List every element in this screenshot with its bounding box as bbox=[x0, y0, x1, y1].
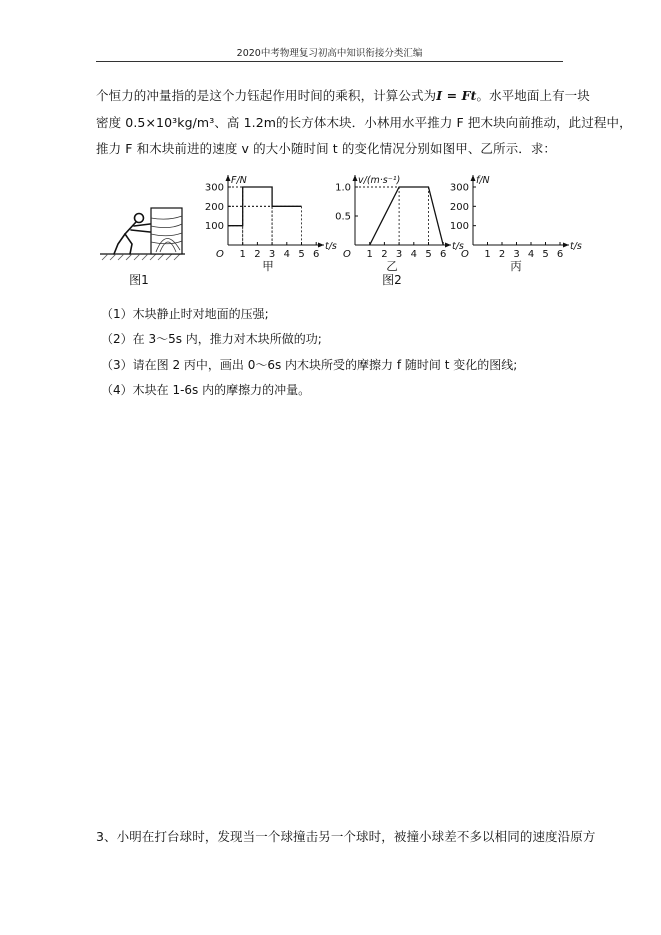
chart-3-xlabel: t/s bbox=[570, 241, 582, 252]
chart-3-x-arrow bbox=[563, 243, 569, 248]
intro-line-1-text-a: 个恒力的冲量指的是这个力钰起作用时间的乘积，计算公式为 bbox=[96, 88, 437, 103]
chart-3-ylabel: f/N bbox=[476, 175, 490, 186]
intro-line-1-text-b: 。水平地面上有一块 bbox=[476, 88, 590, 103]
chart-2-label: 乙 bbox=[386, 259, 398, 273]
chart-3-label: 丙 bbox=[510, 259, 522, 273]
chart-1-ylabel: F/N bbox=[231, 175, 247, 186]
chart-2-xtick-label: 3 bbox=[395, 249, 403, 260]
chart-1-x-arrow bbox=[318, 243, 324, 248]
chart-2-xlabel: t/s bbox=[452, 241, 464, 252]
question-3: （3）请在图 2 丙中，画出 0～6s 内木块所受的摩擦力 f 随时间 t 变化的图线; bbox=[101, 358, 518, 372]
chart-1-xtick-label: 6 bbox=[313, 249, 320, 260]
chart-3-xtick-label: 5 bbox=[542, 249, 549, 260]
chart-1-xtick-label: 4 bbox=[283, 249, 290, 260]
chart-1-xlabel: t/s bbox=[325, 241, 337, 252]
chart-2-xtick-label: 1 bbox=[366, 249, 373, 260]
chart-2-x-arrow bbox=[445, 243, 451, 248]
question-1: （1）木块静止时对地面的压强; bbox=[101, 307, 269, 321]
chart-2-xtick-label: 4 bbox=[410, 249, 417, 260]
chart-3-xtick-label: 6 bbox=[556, 249, 564, 260]
chart-2-y-arrow bbox=[353, 175, 358, 181]
chart-3-xtick-label: 1 bbox=[484, 249, 491, 260]
chart-1-xtick-label: 3 bbox=[268, 249, 276, 260]
chart-1-ytick-label: 100 bbox=[204, 221, 224, 233]
chart-3-xtick-label: 3 bbox=[513, 249, 520, 260]
chart-2-xtick-label: 2 bbox=[381, 249, 388, 260]
chart-3-origin: O bbox=[461, 249, 469, 260]
next-question: 3、小明在打台球时，发现当一个球撞击另一个球时，被撞小球差不多以相同的速度沿原方 bbox=[96, 829, 596, 844]
chart-2-ytick-label: 0.5 bbox=[335, 211, 351, 223]
chart-1-y-arrow bbox=[226, 175, 231, 181]
impulse-formula: I = Ft bbox=[436, 88, 477, 103]
chart-1-xtick-label: 1 bbox=[239, 249, 246, 260]
chart-2-ylabel: v/(m·s⁻¹) bbox=[358, 175, 401, 186]
chart-3-ytick-label: 100 bbox=[449, 221, 469, 233]
question-4: （4）木块在 1-6s 内的摩擦力的冲量。 bbox=[101, 383, 311, 397]
fig2-caption: 图2 bbox=[382, 273, 402, 287]
figure-area bbox=[0, 166, 661, 306]
chart-1-xtick-label: 5 bbox=[298, 249, 305, 260]
chart-1-ytick-label: 300 bbox=[204, 182, 224, 194]
chart-3-ytick-label: 300 bbox=[449, 182, 469, 194]
pushing-illustration bbox=[100, 208, 185, 260]
fig1-caption: 图1 bbox=[129, 273, 149, 287]
chart-1-label: 甲 bbox=[262, 259, 274, 273]
chart-2-ytick-label: 1.0 bbox=[335, 182, 351, 194]
chart-1-xtick-label: 2 bbox=[254, 249, 261, 260]
chart-3-xtick-label: 2 bbox=[498, 249, 506, 260]
header-divider bbox=[96, 61, 563, 62]
chart-2-xtick-label: 6 bbox=[440, 249, 447, 260]
chart-2-xtick-label: 5 bbox=[425, 249, 432, 260]
chart-1-ytick-label: 200 bbox=[204, 201, 224, 213]
chart-3-y-arrow bbox=[471, 175, 476, 181]
chart-3-ytick-label: 200 bbox=[449, 201, 469, 213]
page-header: 2020中考物理复习初高中知识衔接分类汇编 bbox=[236, 48, 423, 59]
intro-line-3: 推力 F 和木块前进的速度 v 的大小随时间 t 的变化情况分别如图甲、乙所示．求： bbox=[96, 141, 557, 156]
chart-2-origin: O bbox=[343, 249, 351, 260]
chart-3-xtick-label: 4 bbox=[527, 249, 535, 260]
chart-1-origin: O bbox=[216, 249, 224, 260]
chart-2-series-line bbox=[370, 187, 444, 245]
intro-line-1 bbox=[96, 86, 590, 104]
intro-line-2: 密度 0.5×10³kg/m³、高 1.2m的长方体木块．小林用水平推力 F 把木块向前推动，此过程中， bbox=[96, 115, 632, 130]
question-2: （2）在 3～5s 内，推力对木块所做的功; bbox=[101, 332, 322, 346]
